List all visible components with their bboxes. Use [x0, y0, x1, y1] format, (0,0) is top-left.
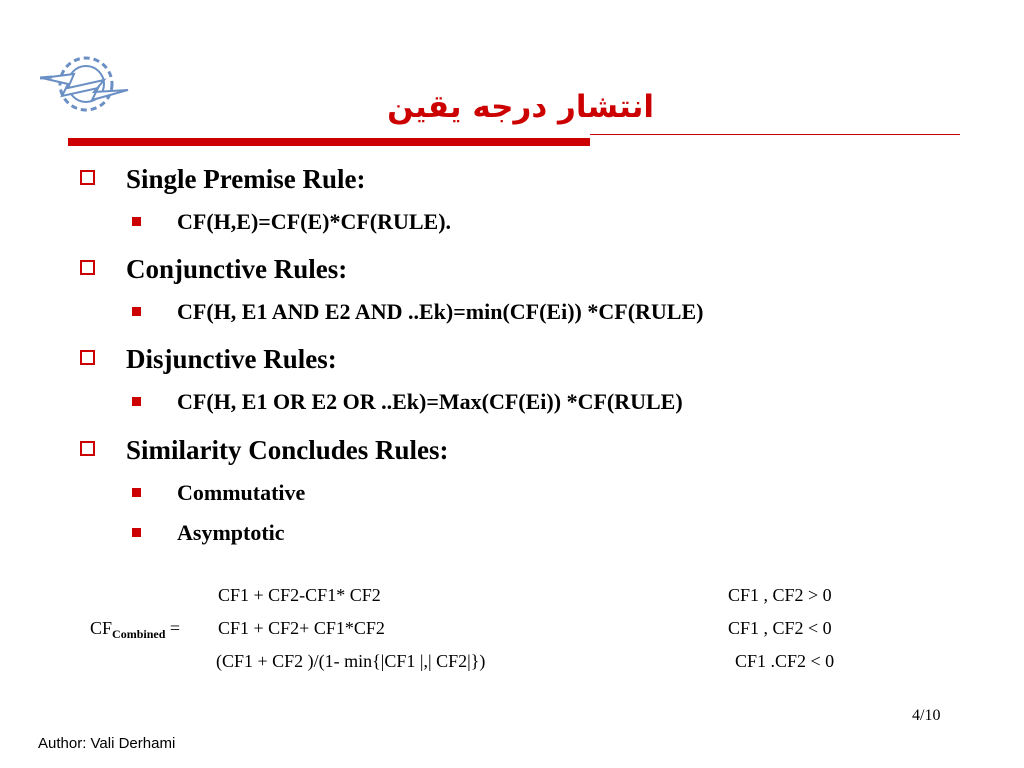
- formula-expr-1: CF1 + CF2-CF1* CF2: [218, 585, 381, 605]
- bullet-heading: Disjunctive Rules:: [126, 344, 337, 374]
- formula-lhs-cf: CF: [90, 618, 113, 638]
- formula-condition-3: CF1 .CF2 < 0: [735, 651, 835, 671]
- formula-expr-2: CF1 + CF2+ CF1*CF2: [218, 618, 385, 638]
- bullet-heading: Similarity Concludes Rules:: [126, 435, 449, 465]
- filled-square-bullet-icon: [132, 307, 141, 316]
- formula-expr-3: (CF1 + CF2 )/(1- min{|CF1 |,| CF2|}): [216, 651, 486, 671]
- formula-lhs: [90, 617, 180, 645]
- bullet-subitem: CF(H, E1 AND E2 AND ..Ek)=min(CF(Ei)) *CF(RULE): [177, 299, 704, 324]
- bullet-subitem: CF(H, E1 OR E2 OR ..Ek)=Max(CF(Ei)) *CF(RULE): [177, 389, 683, 414]
- filled-square-bullet-icon: [132, 528, 141, 537]
- formula-condition-2: CF1 , CF2 < 0: [728, 618, 832, 638]
- slide-title: انتشار درجه یقین: [387, 89, 654, 125]
- formula-lhs-subscript: Combined: [112, 627, 166, 641]
- title-underline-thin: [590, 134, 960, 135]
- title-underline: [68, 138, 590, 146]
- page-number: 4/10: [912, 707, 941, 724]
- formula-condition-1: CF1 , CF2 > 0: [728, 585, 832, 605]
- bullet-subitem: Asymptotic: [177, 520, 285, 545]
- filled-square-bullet-icon: [132, 488, 141, 497]
- hollow-square-bullet-icon: [80, 350, 95, 365]
- filled-square-bullet-icon: [132, 217, 141, 226]
- hollow-square-bullet-icon: [80, 441, 95, 456]
- formula-equals: =: [165, 618, 181, 638]
- gear-lightning-logo: [34, 44, 134, 124]
- hollow-square-bullet-icon: [80, 170, 95, 185]
- bullet-subitem: Commutative: [177, 480, 306, 505]
- filled-square-bullet-icon: [132, 397, 141, 406]
- bullet-heading: Single Premise Rule:: [126, 164, 366, 194]
- bullet-subitem: CF(H,E)=CF(E)*CF(RULE).: [177, 209, 452, 234]
- author-footer: Author: Vali Derhami: [38, 735, 176, 752]
- hollow-square-bullet-icon: [80, 260, 95, 275]
- bullet-heading: Conjunctive Rules:: [126, 254, 348, 284]
